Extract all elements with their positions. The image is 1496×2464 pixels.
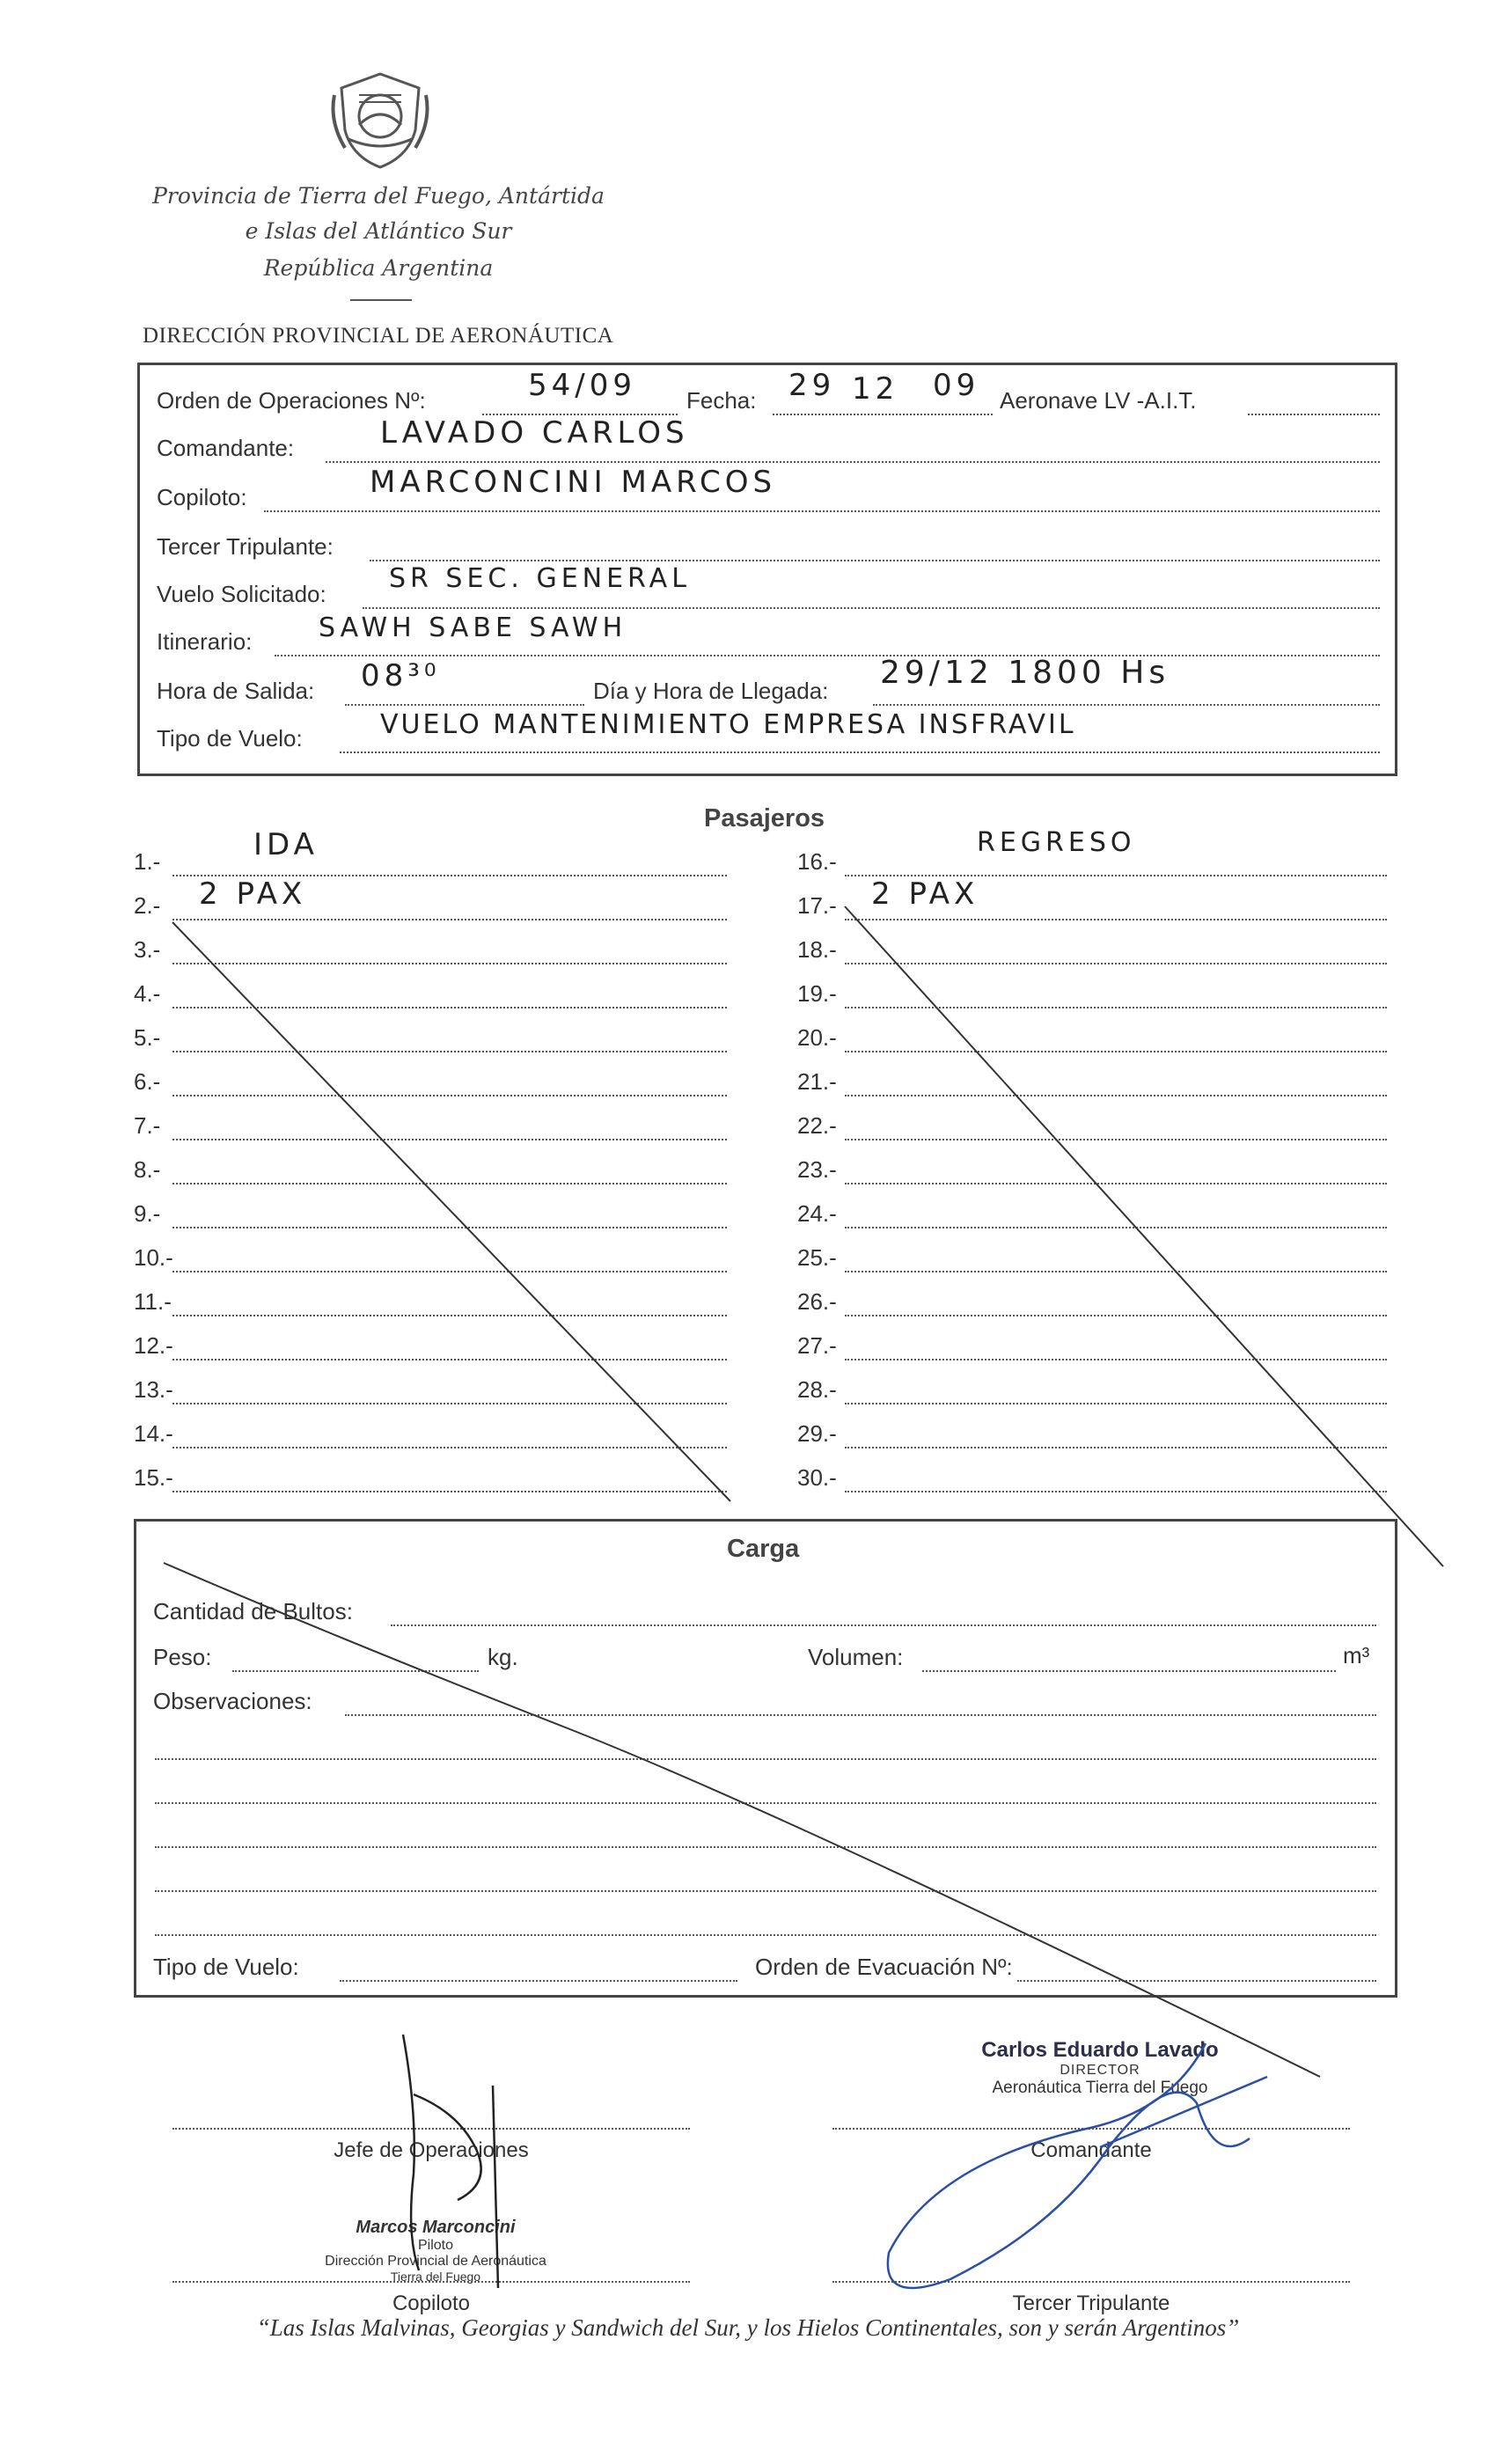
- tercer-tripulante-line: [370, 560, 1380, 561]
- passenger-regreso-line: [845, 1051, 1387, 1052]
- itinerario-line: [275, 655, 1380, 656]
- volumen-unit: m³: [1343, 1642, 1370, 1668]
- passenger-regreso-line: [845, 1447, 1387, 1448]
- passenger-ida-line: [172, 1007, 727, 1008]
- passenger-ida-number: 1.-: [134, 848, 161, 875]
- comandante-line: [326, 461, 1380, 463]
- passenger-regreso-number: 16.-: [797, 848, 837, 875]
- copiloto-signature-line: [172, 2281, 690, 2283]
- passenger-ida-number: 11.-: [134, 1288, 172, 1315]
- fecha-day: 29: [788, 368, 836, 403]
- fecha-year: 09: [933, 368, 980, 403]
- province-name-line1: Provincia de Tierra del Fuego, Antártida: [152, 183, 605, 209]
- copiloto-line: [264, 510, 1380, 512]
- comandante-sig-label: Comandante: [1030, 2138, 1152, 2162]
- copiloto-label: Copiloto:: [157, 484, 247, 510]
- tercer-tripulante-sig-label: Tercer Tripulante: [1012, 2292, 1170, 2315]
- passenger-ida-line: [172, 1447, 727, 1448]
- observaciones-line-6: [155, 1934, 1376, 1936]
- bultos-line: [391, 1624, 1376, 1626]
- hora-salida-value: 08³⁰: [361, 658, 441, 693]
- passenger-regreso-number: 28.-: [797, 1376, 837, 1403]
- passenger-ida-line: [172, 1227, 727, 1228]
- stamp-comandante: [898, 2038, 1302, 2098]
- vuelo-solicitado-line: [363, 607, 1380, 609]
- stamp-comandante-title: DIRECTOR: [1060, 2063, 1140, 2078]
- tercer-signature-line: [832, 2281, 1350, 2283]
- passenger-ida-number: 13.-: [134, 1376, 173, 1403]
- passenger-ida-number: 14.-: [134, 1420, 173, 1447]
- passenger-ida-line: [172, 1095, 727, 1096]
- observaciones-line-2: [155, 1758, 1376, 1760]
- passenger-ida-line: [172, 1491, 727, 1492]
- passenger-regreso-line: [845, 1227, 1387, 1228]
- aeronave-label: Aeronave LV -A.I.T.: [1000, 387, 1197, 414]
- carga-title: Carga: [727, 1535, 800, 1563]
- passenger-regreso-number: 23.-: [797, 1156, 837, 1183]
- ida-header: IDA: [253, 827, 319, 862]
- passenger-regreso-line: [845, 1183, 1387, 1184]
- vuelo-solicitado-value: SR SEC. GENERAL: [389, 563, 691, 594]
- passenger-ida-number: 2.-: [134, 892, 161, 919]
- itinerario-label: Itinerario:: [157, 628, 253, 655]
- passenger-ida-number: 5.-: [134, 1024, 161, 1051]
- passenger-regreso-line: [845, 919, 1387, 920]
- carga-tipo-vuelo-label: Tipo de Vuelo:: [153, 1954, 299, 1980]
- aeronave-line: [1248, 414, 1380, 415]
- passenger-regreso-line: [845, 963, 1387, 964]
- passenger-regreso-number: 24.-: [797, 1200, 837, 1227]
- observaciones-line-3: [155, 1802, 1376, 1804]
- passenger-regreso-line: [845, 1491, 1387, 1492]
- header-divider: [350, 299, 412, 301]
- passenger-ida-line: [172, 919, 727, 920]
- tipo-vuelo-value: VUELO MANTENIMIENTO EMPRESA INSFRAVIL: [380, 709, 1076, 740]
- directorate-title: DIRECCIÓN PROVINCIAL DE AERONÁUTICA: [143, 324, 614, 348]
- fecha-label: Fecha:: [686, 387, 757, 414]
- peso-unit: kg.: [488, 1644, 518, 1670]
- passenger-ida-number: 8.-: [134, 1156, 161, 1183]
- passenger-regreso-number: 27.-: [797, 1332, 837, 1359]
- passenger-regreso-number: 25.-: [797, 1244, 837, 1271]
- passenger-ida-number: 9.-: [134, 1200, 161, 1227]
- peso-label: Peso:: [153, 1644, 212, 1670]
- peso-line: [232, 1670, 479, 1672]
- fecha-month: 12: [852, 371, 899, 407]
- passenger-ida-number: 6.-: [134, 1068, 161, 1095]
- volumen-line: [922, 1670, 1336, 1672]
- regreso-header: REGRESO: [977, 827, 1136, 858]
- passenger-ida-number: 4.-: [134, 980, 161, 1007]
- stamp-copiloto: [290, 2218, 581, 2284]
- passenger-ida-line: [172, 963, 727, 964]
- orden-value: 54/09: [528, 368, 636, 403]
- tipo-vuelo-line: [340, 752, 1380, 753]
- observaciones-label: Observaciones:: [153, 1688, 312, 1714]
- passenger-regreso-number: 29.-: [797, 1420, 837, 1447]
- footer-quote: “Las Islas Malvinas, Georgias y Sandwich del Sur, y los Hielos Continentales, son y serán Argentinos”: [256, 2314, 1240, 2341]
- observaciones-line-1: [345, 1714, 1376, 1716]
- passenger-regreso-number: 18.-: [797, 936, 837, 963]
- passenger-ida-line: [172, 1359, 727, 1360]
- observaciones-line-4: [155, 1846, 1376, 1848]
- passenger-ida-line: [172, 1315, 727, 1316]
- passenger-ida-value: 2 PAX: [199, 876, 307, 912]
- passenger-regreso-line: [845, 1007, 1387, 1008]
- passenger-regreso-line: [845, 1359, 1387, 1360]
- passenger-regreso-number: 17.-: [797, 892, 837, 919]
- passenger-regreso-number: 21.-: [797, 1068, 837, 1095]
- passenger-ida-number: 3.-: [134, 936, 161, 963]
- passenger-regreso-line: [845, 1271, 1387, 1272]
- passenger-regreso-line: [845, 1403, 1387, 1404]
- pasajeros-title: Pasajeros: [704, 804, 825, 832]
- stamp-copiloto-org: Dirección Provincial de Aeronáutica: [325, 2254, 546, 2269]
- comandante-label: Comandante:: [157, 435, 295, 461]
- stamp-copiloto-name: Marcos Marconcini: [356, 2218, 516, 2237]
- passenger-regreso-number: 30.-: [797, 1464, 837, 1491]
- province-coat-of-arms: [327, 69, 433, 172]
- passenger-regreso-line: [845, 1139, 1387, 1140]
- country-name: República Argentina: [263, 255, 494, 281]
- passenger-regreso-number: 19.-: [797, 980, 837, 1007]
- passenger-ida-number: 7.-: [134, 1112, 161, 1139]
- regreso-cross-out-stroke: [845, 906, 1443, 1566]
- passenger-regreso-value: 2 PAX: [871, 876, 979, 912]
- tercer-tripulante-label: Tercer Tripulante:: [157, 533, 334, 560]
- stamp-comandante-name: Carlos Eduardo Lavado: [981, 2038, 1219, 2062]
- province-name-line2: e Islas del Atlántico Sur: [245, 218, 512, 244]
- passenger-ida-line: [172, 1051, 727, 1052]
- passenger-regreso-line: [845, 1095, 1387, 1096]
- carga-tipo-vuelo-line: [340, 1980, 737, 1982]
- passenger-regreso-number: 26.-: [797, 1288, 837, 1315]
- comandante-value: LAVADO CARLOS: [380, 415, 689, 451]
- passenger-ida-number: 12.-: [134, 1332, 173, 1359]
- itinerario-value: SAWH SABE SAWH: [319, 612, 627, 643]
- observaciones-line-5: [155, 1890, 1376, 1892]
- stamp-copiloto-title: Piloto: [417, 2238, 454, 2253]
- passenger-ida-number: 15.-: [134, 1464, 173, 1491]
- llegada-value: 29/12 1800 Hs: [880, 655, 1170, 691]
- orden-label: Orden de Operaciones Nº:: [157, 387, 426, 414]
- passenger-regreso-number: 22.-: [797, 1112, 837, 1139]
- hora-salida-label: Hora de Salida:: [157, 678, 315, 704]
- stamp-comandante-org: Aeronáutica Tierra del Fuego: [992, 2079, 1208, 2097]
- copiloto-value: MARCONCINI MARCOS: [370, 465, 777, 500]
- bultos-label: Cantidad de Bultos:: [153, 1598, 353, 1624]
- evacuacion-label: Orden de Evacuación Nº:: [755, 1954, 1013, 1980]
- comandante-signature-line: [832, 2128, 1350, 2130]
- volumen-label: Volumen:: [808, 1644, 904, 1670]
- llegada-label: Día y Hora de Llegada:: [593, 678, 829, 704]
- passenger-ida-line: [172, 1403, 727, 1404]
- jefe-signature-line: [172, 2128, 690, 2130]
- stamp-copiloto-org2: Tierra del Fuego: [390, 2270, 481, 2284]
- hora-salida-line: [345, 704, 584, 706]
- passenger-regreso-number: 20.-: [797, 1024, 837, 1051]
- vuelo-solicitado-label: Vuelo Solicitado:: [157, 581, 326, 607]
- tipo-vuelo-label: Tipo de Vuelo:: [157, 725, 303, 752]
- passenger-ida-number: 10.-: [134, 1244, 173, 1271]
- passenger-ida-line: [172, 1271, 727, 1272]
- fecha-line: [773, 414, 993, 415]
- passenger-ida-line: [172, 1183, 727, 1184]
- copiloto-sig-label: Copiloto: [392, 2292, 471, 2315]
- jefe-operaciones-label: Jefe de Operaciones: [334, 2138, 529, 2162]
- evacuacion-line: [1017, 1980, 1376, 1982]
- llegada-line: [873, 704, 1380, 706]
- passenger-regreso-line: [845, 1315, 1387, 1316]
- ida-cross-out-stroke: [172, 922, 730, 1501]
- passenger-ida-line: [172, 1139, 727, 1140]
